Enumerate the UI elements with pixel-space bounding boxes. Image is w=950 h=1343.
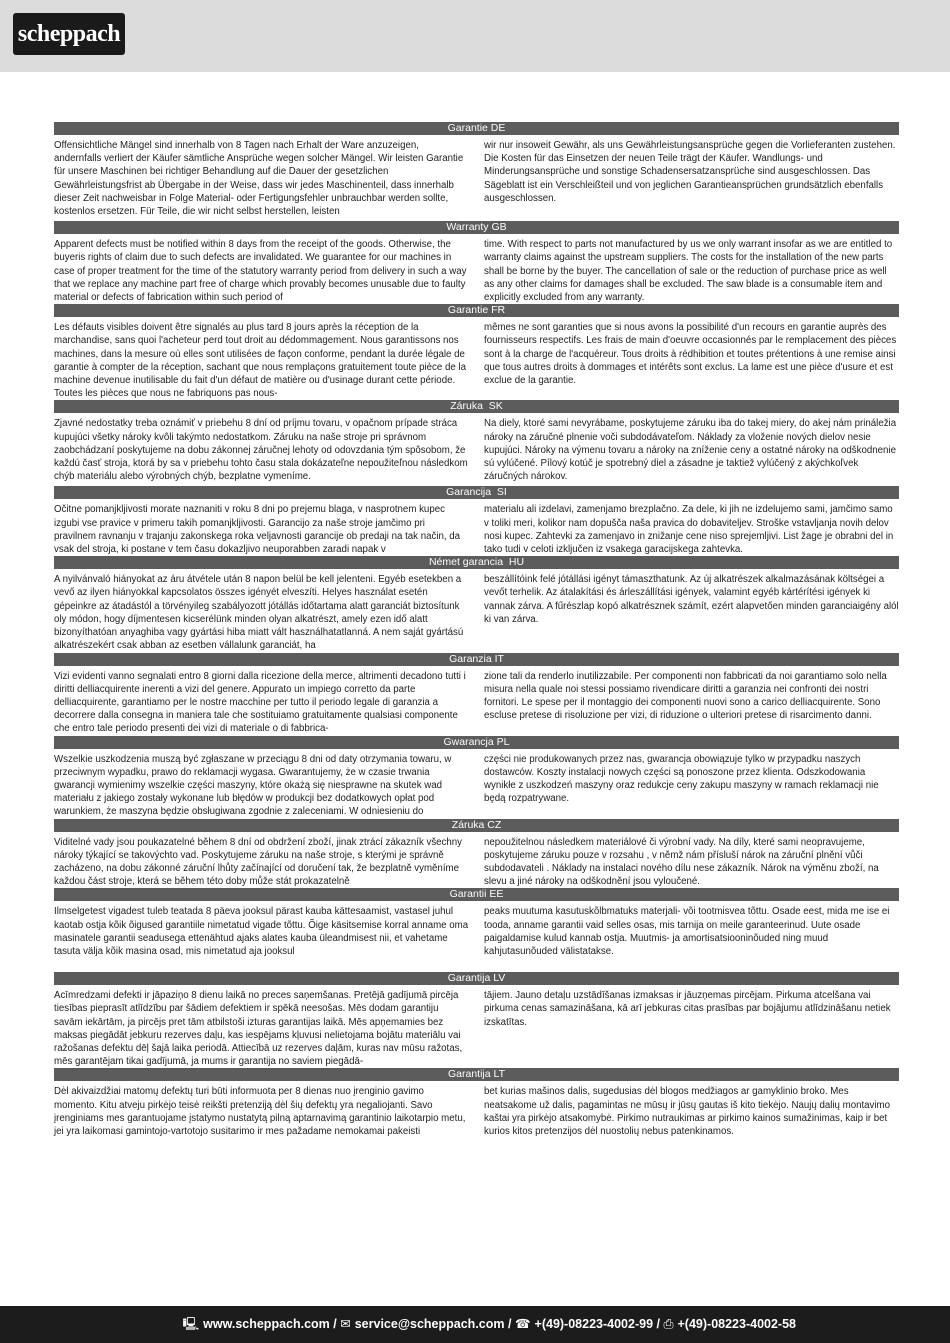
mail-icon: ✉ bbox=[340, 1317, 351, 1331]
section-text-right: tājiem. Jauno detaļu uzstādīšanas izmaksas ir jāuzņemas pircējam. Pirkuma atcelšana vai pirkuma cenas samazināšana, kā arī jebkuras citas prasības par bojājumu atlīdzināšanu netiek izskatītas. bbox=[484, 990, 891, 1028]
section-text-right: nepoužitelnou následkem materiálové či výrobní vady. Na díly, které sami neopravujeme, poskytujeme záruku pouze v rozsahu , v němž nám přísluší nárok na záruční plnění vůči subdodavateli . Náklady na instalaci nového dílu nese zákazník. Nárok na výměnu zboží, na slevu a jiné nároky na odškodnění jsou vyloučené. bbox=[484, 836, 879, 888]
section-title: Gwarancja PL bbox=[54, 736, 899, 749]
section-it bbox=[54, 653, 899, 736]
section-gb bbox=[54, 221, 899, 304]
section-title: Garanzia IT bbox=[54, 653, 899, 666]
email-link[interactable]: service@scheppach.com bbox=[354, 1317, 505, 1331]
section-pl bbox=[54, 736, 899, 819]
footer-bar bbox=[0, 1306, 950, 1343]
section-sk bbox=[54, 400, 899, 483]
section-text-left: Les défauts visibles doivent être signalés au plus tard 8 jours après la réception de la marchandise, sans quoi l'acheteur perd tout droit au dédommagement. Nous garantissons nos machines, dans la mesure où elles sont utilisées de façon conforme, pendant la durée légale de garantie à compter de la réception, sachant que nous remplaçons gratuitement toute pièce de la machine devenue inutilisable du fait d'un défaut de matière ou d'usinage durant cette période. Toutes les pièces que nous ne fabriquons pas nous- bbox=[54, 322, 466, 400]
website-link[interactable]: www.scheppach.com bbox=[203, 1317, 330, 1331]
section-title: Német garancia HU bbox=[54, 556, 899, 569]
separator: / bbox=[507, 1317, 512, 1331]
section-title: Garancija SI bbox=[54, 486, 899, 499]
section-text-left: Wszelkie uszkodzenia muszą być zgłaszane w przeciągu 8 dni od daty otrzymania towaru, w przeciwnym wypadku, prawo do reklamacji wygasa. Gwarantujemy, że w czasie trwania gwarancji wymienimy wszelkie części maszyny, które okażą się niesprawne na skutek wad materiału z jakiego zostały wykonane lub błędów w produkcji bez dodatkowych opłat pod warunkiem, że maszyna będzie obsługiwana zgodnie z zaleceniami. W odniesieniu do bbox=[54, 753, 452, 818]
section-text-left: A nyilvánvaló hiányokat az áru átvétele után 8 napon belül be kell jelenteni. Egyéb esetekben a vevő az ilyen hiányokkal kapcsolatos összes igényét elveszíti. Helyes használat esetén gépeinkre az átadástól a törvényileg szabályozott jótállás időtartama alatt garanciát biztosítunk oly módon, hogy díjmentesen kicserélünk minden olyan alkatrészt, amely ezen idő alatt bizonyíthatóan anyaghiba vagy gyártási hiba miatt vált használhatatlanná. A nem saját gyártású alkatrészekért csak abban az esetben vállalunk garanciát, ha bbox=[54, 574, 464, 652]
section-text-left: Dėl akivaizdžiai matomų defektų turi būti informuota per 8 dienas nuo įrenginio gavimo momento. Kitu atveju pirkėjo teisė reikšti pretenziją dėl šių defektų yra negaliojanti. Savo įrenginiams mes garantuojame įstatymo nustatytą pilną aptarnavimą garantinio laikotarpio metu, jei yra laikomasi gamintojo-vartotojo susitarimo ir mes pažadame nemokamai pakeisti bbox=[54, 1086, 466, 1137]
section-lt bbox=[54, 1068, 899, 1138]
separator: / bbox=[656, 1317, 660, 1331]
section-text-left: Zjavné nedostatky treba oznámiť v priebehu 8 dní od príjmu tovaru, v opačnom prípade stráca kupujúci všetky nároky kvôli takýmto nedostatkom. Záruku na naše stroje pri správnom zaobchádzaní poskytujeme na dobu zákonnej záručnej lehoty od odovzdania tým spôsobom, že každú časť stroja, ktorá by sa v priebehu tohto času stala dokázateľne nepoužiteľnou následkom chýb materiálu alebo výrobných chýb, bezplatne vymeníme. bbox=[54, 418, 468, 483]
section-text-right: peaks muutuma kasutuskõlbmatuks materjali- või tootmisvea tõttu. Osade eest, mida me ise ei tooda, anname garantii vaid selles osas, mis tarnija on meile garanteerinud. Uute osade paigaldamise kulud kannab ostja. Muutmis- ja amortisatsiooninõuded ning muud kahjutasunõuded välistatakse. bbox=[484, 906, 890, 957]
section-text-right: Na diely, ktoré sami nevyrábame, poskytujeme záruku iba do takej miery, do akej nám prináležia nároky na záručné plnenie voči subdodávateľom. Náklady za vloženie nových dielov nesie kupujúci. Nároky na výmenu tovaru a nároky na zníženie ceny a ostatné nároky na odškodnenie sú vylúčené. Pílový kotúč je spotrebný diel a zásadne je taktiež vylúčený z akýchkoľvek záručných nárokov. bbox=[484, 418, 897, 483]
section-title: Garantija LT bbox=[54, 1068, 899, 1081]
section-text-left: Očitne pomanjkljivosti morate naznaniti v roku 8 dni po prejemu blaga, v nasprotnem kupec izgubi vse pravice v primeru takih pomanjkljivosti. Garancijo za naše stroje jamčimo pri pravilnem ravnanju v trajanju zakonskega roka veljavnosti garancije ob predaji na tak način, da vsak del stroja, ki postane v tem času dokazljivo neuporabben zaradi napak v bbox=[54, 504, 461, 556]
section-text-left: Ilmselgetest vigadest tuleb teatada 8 päeva jooksul pärast kauba kättesaamist, vastasel juhul kaotab ostja kõik õigused garantiile nimetatud vigade tõttu. Õige käsitsemise korral anname oma masinatele garantii seadusega ettenähtud ajaks alates kauba üleandmisest nii, et vahetame tasuta välja kõik masina osad, mis nimetatud aja jooksul bbox=[54, 906, 469, 957]
fax-number: +(49)-08223-4002-58 bbox=[677, 1317, 796, 1331]
phone-icon: ☎ bbox=[514, 1317, 531, 1331]
section-text-left: Apparent defects must be notified within 8 days from the receipt of the goods. Otherwise, the buyeris rights of claim due to such defects are invalidated. We guarantee for our machines in case of proper treatment for the time of the statutory warranty period from delivery in such a way that we replace any machine part free of charge which provably becomes unusable due to faulty material or defects of fabrication within such period of bbox=[54, 239, 467, 304]
section-title: Garantie DE bbox=[54, 122, 899, 135]
scheppach-logo: scheppach bbox=[13, 13, 125, 55]
section-cz bbox=[54, 819, 899, 889]
section-fr bbox=[54, 304, 899, 400]
section-text-left: Acīmredzami defekti ir jāpaziņo 8 dienu laikā no preces saņemšanas. Pretējā gadījumā pircēja tiesības pieprasīt atlīdzību par šādiem defektiem ir spēkā neesošas. Mēs dodam garantiju savām iekārtām, ja pircējs pret tām atbilstoši izturas garantijas laikā. Mēs apņemamies bez maksas piegādāt jebkuru rezerves daļu, kas iespējams kļuvusi nelietojama bojātu materiālu vai ražošanas defektu dēļ šajā laika periodā. Attiecībā uz rezerves daļām, kuras nav mūsu ražotas, mēs garantējam tikai gadījumā, ja mums ir garantija no saviem piegādā- bbox=[54, 990, 463, 1068]
section-text-right: beszállítóink felé jótállási igényt támaszthatunk. Az új alkatrészek alkalmazásának költségei a vevőt terhelik. Az átalakítási és árleszállítási igények, valamint egyéb kártérítési igények ki vannak zárva. A fűrészlap kopó alkatrésznek számít, ezért alapvetően minden garanciaigény alól ki van zárva. bbox=[484, 574, 899, 625]
section-text-right: materialu ali izdelavi, zamenjamo brezplačno. Za dele, ki jih ne izdelujemo sami, jamčimo samo v toliki meri, kolikor nam dopušča naša pravica do dobaviteljev. Stroške vstavljanja novih delov nosi kupec. Zahtevki za zamenjavo in znižanje cene niso sprejemljivi. List žage je obrabni del in tako tudi v celoti izključen iz vsakega garacijskega zahtevka. bbox=[484, 504, 894, 556]
section-title: Garantija LV bbox=[54, 972, 899, 985]
section-text-right: time. With respect to parts not manufactured by us we only warrant insofar as we are entitled to warranty claims against the upstream suppliers. The costs for the installation of the new parts shall be borne by the buyer. The cancellation of sale or the reduction of purchase price as well as any other claims for damages shall be excluded. The saw blade is a consumable item and explicitly excluded from any warranty. bbox=[484, 239, 893, 304]
separator: / bbox=[333, 1317, 337, 1331]
section-de bbox=[54, 122, 899, 218]
section-text-right: bet kurias mašinos dalis, sugedusias dėl blogos medžiagos ar gamyklinio broko. Mes neatsakome už dalis, pagamintas ne mūsų ir jūsų gautas iš kito tiekėjo. Naujų dalių montavimo kaštai yra pirkėjo atsakomybė. Pirkimo nutraukimas ar pirkimo kainos sumažinimas, kaip ir bet kurios kitos pretenzijos dėl nuostolių nebus patenkinamos. bbox=[484, 1086, 891, 1137]
section-text-left: Vizi evidenti vanno segnalati entro 8 giorni dalla ricezione della merce, altrimenti decadono tutti i diritti delliacquirente inerenti a vizi del genere. Appurato un impiego corretto da parte delliacquirente, garantiamo per le nostre macchine per tutto il periodo legale di garanzia a decorrere dalla consegna in maniera tale che sostituiamo gratuitamente qualsiasi componente che entro tale periodo presenti dei vizi di materiale o di fabbrica- bbox=[54, 670, 466, 735]
section-title: Záruka SK bbox=[54, 400, 899, 413]
section-text-left: Offensichtliche Mängel sind innerhalb von 8 Tagen nach Erhalt der Ware anzuzeigen, andernfalls verliert der Käufer sämtliche Ansprüche wegen solcher Mängel. Wir leisten Garantie für unsere Maschinen bei richtiger Behandlung auf die Dauer der gesetzlichen Gewährleistungsfrist ab Übergabe in der Weise, dass wir jedes Maschinenteil, dass innerhalb dieser Zeit nachweisbar in Folge Material- oder Fertigungsfehler unbrauchbar werden sollte, kostenlos ersetzen. Für Teile, die wir nicht selbst herstellen, leisten bbox=[54, 140, 464, 218]
phone-number: +(49)-08223-4002-99 bbox=[534, 1317, 654, 1331]
section-text-right: wir nur insoweit Gewähr, als uns Gewährleistungsansprüche gegen die Vorlieferanten zustehen. Die Kosten für das Einsetzen der neuen Teile trägt der Käufer. Wandlungs- und Minderungsansprüche und sonstige Schadensersatzansprüche sind ausgeschlossen. Das Sägeblatt ist ein Verschleißteil und von jeglichen Garantieansprüchen grundsätzlich ebenfalls ausgeschlossen. bbox=[484, 140, 896, 204]
section-title: Warranty GB bbox=[54, 221, 899, 234]
section-ee bbox=[54, 888, 899, 958]
section-hu bbox=[54, 556, 899, 652]
section-lv bbox=[54, 972, 899, 1068]
section-text-left: Viditelné vady jsou poukazatelné během 8 dní od obdržení zboží, jinak ztrácí zákazník všechny nároky týkající se takovýchto vad. Poskytujeme záruku na naše stroje, s kterými je správně zacházeno, na dobu zákonné záruční lhůty začínající od doručení tak, že bezplatně vyměníme každou část stroje, která se během této doby může stát prokazatelně bbox=[54, 836, 463, 888]
section-text-right: zione tali da renderlo inutilizzabile. Per componenti non fabbricati da noi garantiamo solo nella misura nella quale noi stessi possiamo rivendicare diritti a garanzia nei confronti dei nostri fornitori. Le spese per il montaggio dei componenti nuovi sono a carico delliacquirente. Sono escluse pretese di risoluzione per vizi, di riduzione o ulteriori pretese di risarcimento danni. bbox=[484, 670, 887, 722]
fax-icon: ⎙ bbox=[663, 1317, 674, 1331]
section-si bbox=[54, 486, 899, 556]
computer-icon: 🖳 bbox=[182, 1317, 200, 1331]
header-bar bbox=[0, 0, 950, 72]
section-title: Garantii EE bbox=[54, 888, 899, 901]
section-title: Garantie FR bbox=[54, 304, 899, 317]
contact-line bbox=[182, 1306, 796, 1343]
warranty-content bbox=[54, 122, 899, 1138]
section-text-right: mêmes ne sont garanties que si nous avons la possibilité d'un recours en garantie auprès des fournisseurs respectifs. Les frais de main d'oeuvre occasionnés par le remplacement des pièces sont à la charge de l'acquéreur. Tous droits à rédhibition et toutes prétentions à une remise ainsi que tous autres droits à dommages et intérêts sont exclus. La lame est une pièce d'usure et est exclue de la garantie. bbox=[484, 322, 897, 387]
section-title: Záruka CZ bbox=[54, 819, 899, 832]
section-text-right: części nie produkowanych przez nas, gwarancja obowiązuje tylko w przypadku naszych dostawców. Koszty instalacji nowych części są ponoszone przez klienta. Odszkodowania wynikłe z uszkodzeń maszyny oraz redukcje ceny zakupu maszyny w ramach reklamacji nie będą rozpatrywane. bbox=[484, 753, 879, 805]
